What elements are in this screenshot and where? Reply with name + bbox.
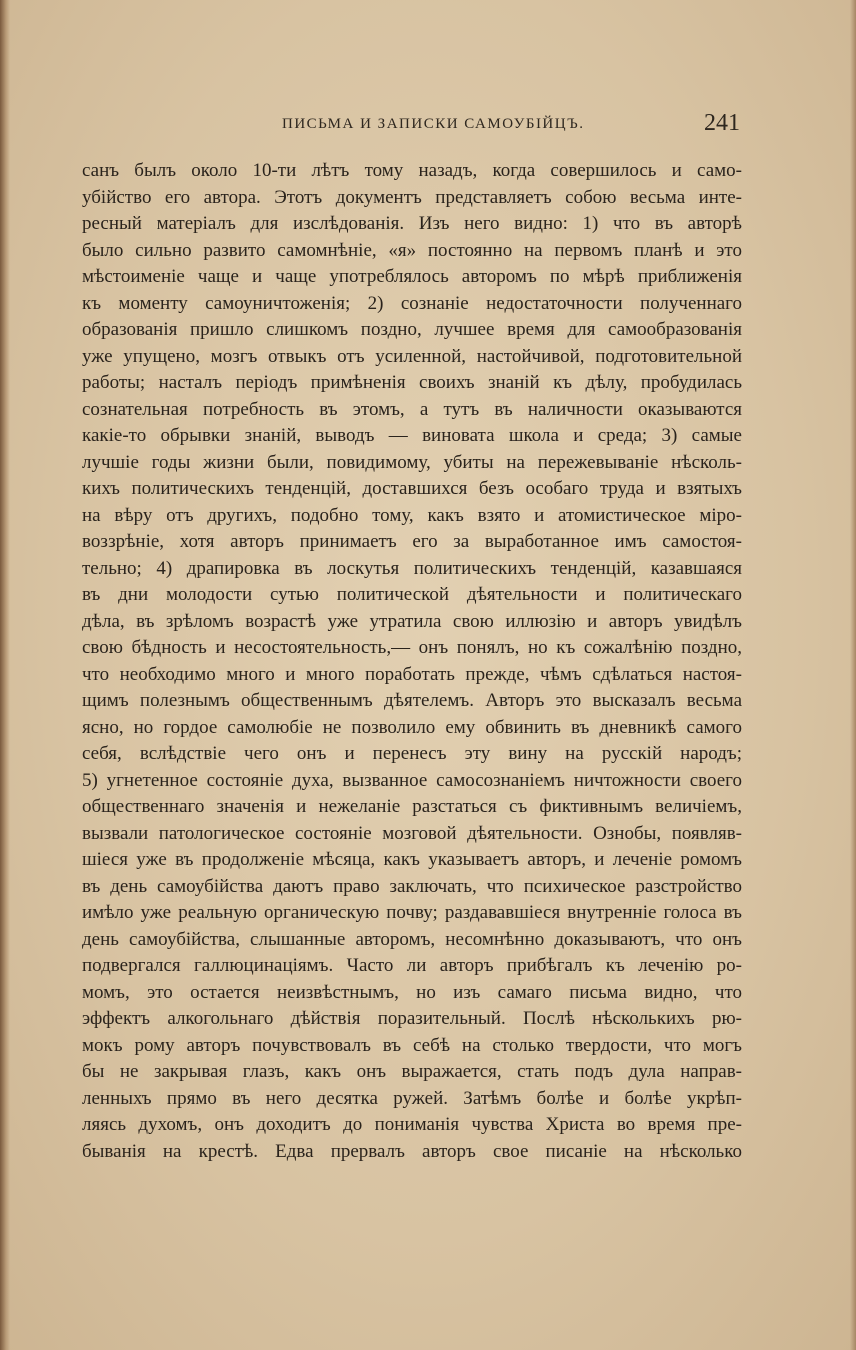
text-line: на вѣру отъ другихъ, подобно тому, какъ взято и атомистическое міро- bbox=[82, 504, 742, 526]
text-line: какіе-то обрывки знаній, выводъ — виновата школа и среда; 3) самые bbox=[82, 425, 742, 446]
text-line: имѣло уже реальную органическую почву; раздававшіеся внутренніе голоса въ bbox=[82, 902, 742, 923]
text-line: ляясь духомъ, онъ доходитъ до пониманія чувства Христа во время пре- bbox=[82, 1114, 742, 1135]
text-line: ясно, но гордое самолюбіе не позволило ему обвинить въ дневникѣ самого bbox=[82, 716, 742, 738]
text-line: ленныхъ прямо въ него десятка ружей. Затѣмъ болѣе и болѣе укрѣп- bbox=[82, 1087, 742, 1109]
running-title: ПИСЬМА И ЗАПИСКИ САМОУБІЙЦЪ. bbox=[282, 116, 585, 132]
text-line: себя, вслѣдствіе чего онъ и перенесъ эту вину на русскій народъ; bbox=[82, 743, 742, 764]
text-line: было сильно развито самомнѣніе, «я» постоянно на первомъ планѣ и это bbox=[82, 239, 742, 261]
text-line: дѣла, въ зрѣломъ возрастѣ уже утратила свою иллюзію и авторъ увидѣлъ bbox=[82, 610, 742, 632]
page-header bbox=[82, 110, 740, 144]
text-line: къ моменту самоуничтоженія; 2) сознаніе недостаточности полученнаго bbox=[82, 292, 742, 314]
text-line: день самоубійства, слышанные авторомъ, несомнѣнно доказываютъ, что онъ bbox=[82, 928, 742, 950]
text-line: лучшіе годы жизни были, повидимому, убиты на пережевываніе нѣсколь- bbox=[82, 451, 742, 473]
text-line: щимъ полезнымъ общественнымъ дѣятелемъ. Авторъ это высказалъ весьма bbox=[82, 690, 742, 711]
text-line: ресный матеріалъ для изслѣдованія. Изъ него видно: 1) что въ авторѣ bbox=[82, 213, 742, 234]
text-line: образованія пришло слишкомъ поздно, лучшее время для самообразованія bbox=[82, 319, 742, 340]
page-right-edge bbox=[850, 0, 856, 1350]
text-line: въ дни молодости сутью политической дѣятельности и политическаго bbox=[82, 584, 742, 605]
page-left-edge bbox=[0, 0, 10, 1350]
text-line: момъ, это остается неизвѣстнымъ, но изъ самаго письма видно, что bbox=[82, 981, 742, 1003]
text-line: бы не закрывая глазъ, какъ онъ выражается, стать подъ дула направ- bbox=[82, 1061, 742, 1082]
text-line: воззрѣніе, хотя авторъ принимаетъ его за выработанное имъ самостоя- bbox=[82, 531, 742, 552]
text-line: санъ былъ около 10-ти лѣтъ тому назадъ, когда совершилось и само- bbox=[82, 160, 742, 181]
text-line: 5) угнетенное состояніе духа, вызванное самосознаніемъ ничтожности своего bbox=[82, 769, 742, 791]
text-line: шіеся уже въ продолженіе мѣсяца, какъ указываетъ авторъ, и леченіе ромомъ bbox=[82, 849, 742, 870]
body-text bbox=[82, 158, 742, 1165]
text-line: мѣстоименіе чаще и чаще употреблялось авторомъ по мѣрѣ приближенія bbox=[82, 266, 742, 287]
text-line: тельно; 4) драпировка въ лоскутья политическихъ тенденцій, казавшаяся bbox=[82, 557, 742, 579]
text-line: кихъ политическихъ тенденцій, доставшихся безъ особаго труда и взятыхъ bbox=[82, 478, 742, 499]
text-line: мокъ рому авторъ почувствовалъ въ себѣ на столько твердости, что могъ bbox=[82, 1034, 742, 1056]
text-line: убійство его автора. Этотъ документъ представляетъ собою весьма инте- bbox=[82, 186, 742, 208]
text-line: вызвали патологическое состояніе мозговой дѣятельности. Ознобы, появляв- bbox=[82, 822, 742, 844]
text-line: общественнаго значенія и нежеланіе разстаться съ фиктивнымъ величіемъ, bbox=[82, 796, 742, 817]
text-line: быванія на крестѣ. Едва прервалъ авторъ свое писаніе на нѣсколько bbox=[82, 1140, 742, 1162]
text-line: уже упущено, мозгъ отвыкъ отъ усиленной, настойчивой, подготовительной bbox=[82, 345, 742, 367]
text-line: работы; насталъ періодъ примѣненія своихъ знаній къ дѣлу, пробудилась bbox=[82, 372, 742, 393]
text-line: сознательная потребность въ этомъ, а тутъ въ наличности оказываются bbox=[82, 398, 742, 420]
text-line: эффектъ алкогольнаго дѣйствія поразительный. Послѣ нѣсколькихъ рю- bbox=[82, 1008, 742, 1029]
page-number: 241 bbox=[704, 110, 740, 136]
text-line: подвергался галлюцинаціямъ. Часто ли авторъ прибѣгалъ къ леченію ро- bbox=[82, 955, 742, 976]
text-line: свою бѣдность и несостоятельность,— онъ понялъ, но къ сожалѣнію поздно, bbox=[82, 637, 742, 658]
text-line: въ день самоубійства даютъ право заключать, что психическое разстройство bbox=[82, 875, 742, 897]
text-line: что необходимо много и много поработать прежде, чѣмъ сдѣлаться настоя- bbox=[82, 663, 742, 685]
